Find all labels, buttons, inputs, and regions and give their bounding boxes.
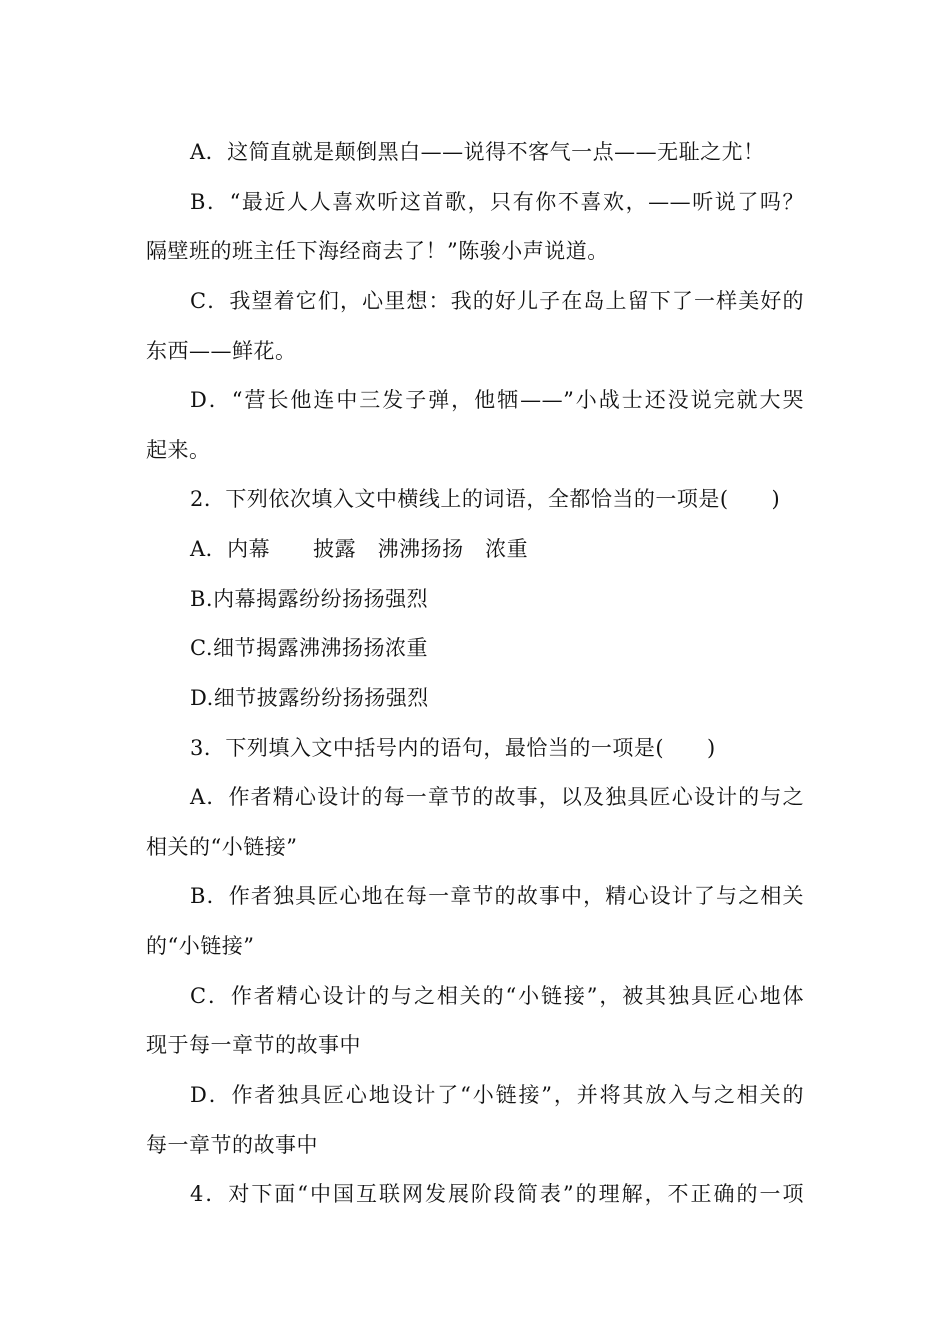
q3-option-c-line1: C．作者精心设计的与之相关的“小链接”，被其独具匠心地体 <box>190 984 804 1008</box>
question-2-stem: 2．下列依次填入文中横线上的词语，全都恰当的一项是( ) <box>190 487 781 511</box>
q2-option-a: A．内幕 披露 沸沸扬扬 浓重 <box>190 537 529 561</box>
q1-option-b-line2: 隔壁班的班主任下海经商去了！”陈骏小声说道。 <box>146 239 609 263</box>
q3-option-a-line2: 相关的“小链接” <box>146 835 298 859</box>
q1-option-a: A．这简直就是颠倒黑白——说得不客气一点——无耻之尤！ <box>190 140 765 164</box>
q3-option-c-line2: 现于每一章节的故事中 <box>146 1033 361 1057</box>
q1-option-d-line2: 起来。 <box>146 438 211 462</box>
question-3-stem: 3．下列填入文中括号内的语句，最恰当的一项是( ) <box>190 736 716 760</box>
q3-option-b-line1: B．作者独具匠心地在每一章节的故事中，精心设计了与之相关 <box>190 884 804 908</box>
q2-option-d: D.细节披露纷纷扬扬强烈 <box>190 686 429 710</box>
q2-option-c: C.细节揭露沸沸扬扬浓重 <box>190 636 428 660</box>
q2-option-b: B.内幕揭露纷纷扬扬强烈 <box>190 587 429 611</box>
q1-option-d-line1: D．“营长他连中三发子弹，他牺——”小战士还没说完就大哭 <box>190 388 804 412</box>
q1-option-c-line1: C．我望着它们，心里想：我的好儿子在岛上留下了一样美好的 <box>190 289 804 313</box>
q3-option-d-line1: D．作者独具匠心地设计了“小链接”，并将其放入与之相关的 <box>190 1083 804 1107</box>
q1-option-c-line2: 东西——鲜花。 <box>146 339 297 363</box>
question-4-stem: 4．对下面“中国互联网发展阶段简表”的理解，不正确的一项 <box>190 1182 804 1206</box>
q3-option-b-line2: 的“小链接” <box>146 934 255 958</box>
q3-option-d-line2: 每一章节的故事中 <box>146 1133 318 1157</box>
q3-option-a-line1: A．作者精心设计的每一章节的故事，以及独具匠心设计的与之 <box>190 785 804 809</box>
q1-option-b-line1: B．“最近人人喜欢听这首歌，只有你不喜欢，——听说了吗？ <box>190 190 804 214</box>
